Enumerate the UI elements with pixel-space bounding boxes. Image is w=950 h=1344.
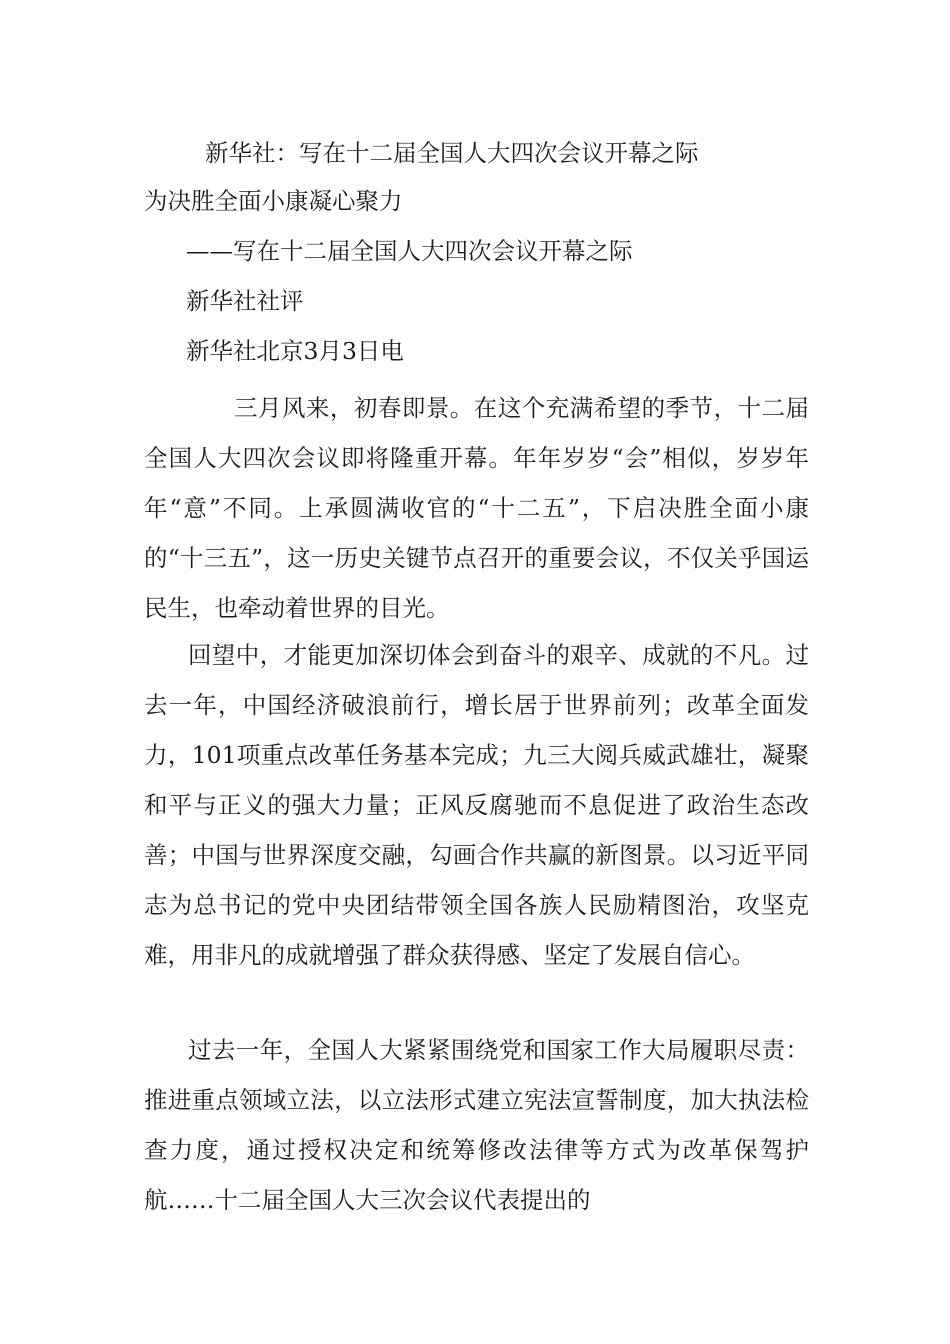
paragraph-text: 过去一年，全国人大紧紧围绕党和国家工作大局履职尽责：推进重点领域立法，以立法形式建立宪法宣誓制度，加大执法检查力度，通过授权决定和统筹修改法律等方式为改革保驾护航……十二届全国人大三次会议代表提出的 — [144, 1036, 809, 1214]
article-subtitle: ——写在十二届全国人大四次会议开幕之际 — [186, 237, 633, 265]
paragraph-text: 三月风来，初春即景。在这个充满希望的季节，十二届全国人大四次会议即将隆重开幕。年年岁岁“会”相似，岁岁年年“意”不同。上承圆满收官的“十二五”，下启决胜全面小康的“十三五”，这一历史关键节点召开的重要会议，不仅关乎国运民生，也牵动着世界的目光。 — [144, 394, 809, 622]
paragraph-2 — [144, 630, 809, 980]
article-headline: 为决胜全面小康凝心聚力 — [144, 187, 403, 215]
paragraph-text: 回望中，才能更加深切体会到奋斗的艰辛、成就的不凡。过去一年，中国经济破浪前行，增长居于世界前列；改革全面发力，101项重点改革任务基本完成；九三大阅兵威武雄壮，凝聚和平与正义的强大力量；正风反腐驰而不息促进了政治生态改善；中国与世界深度交融，勾画合作共赢的新图景。以习近平同志为总书记的党中央团结带领全国各族人民励精图治，攻坚克难，用非凡的成就增强了群众获得感、坚定了发展自信心。 — [144, 641, 809, 969]
paragraph-3 — [144, 1025, 809, 1225]
document-title: 新华社：写在十二届全国人大四次会议开幕之际 — [205, 139, 699, 167]
paragraph-1 — [144, 383, 809, 633]
article-dateline: 新华社北京3月3日电 — [186, 337, 404, 365]
article-byline: 新华社社评 — [186, 287, 304, 315]
